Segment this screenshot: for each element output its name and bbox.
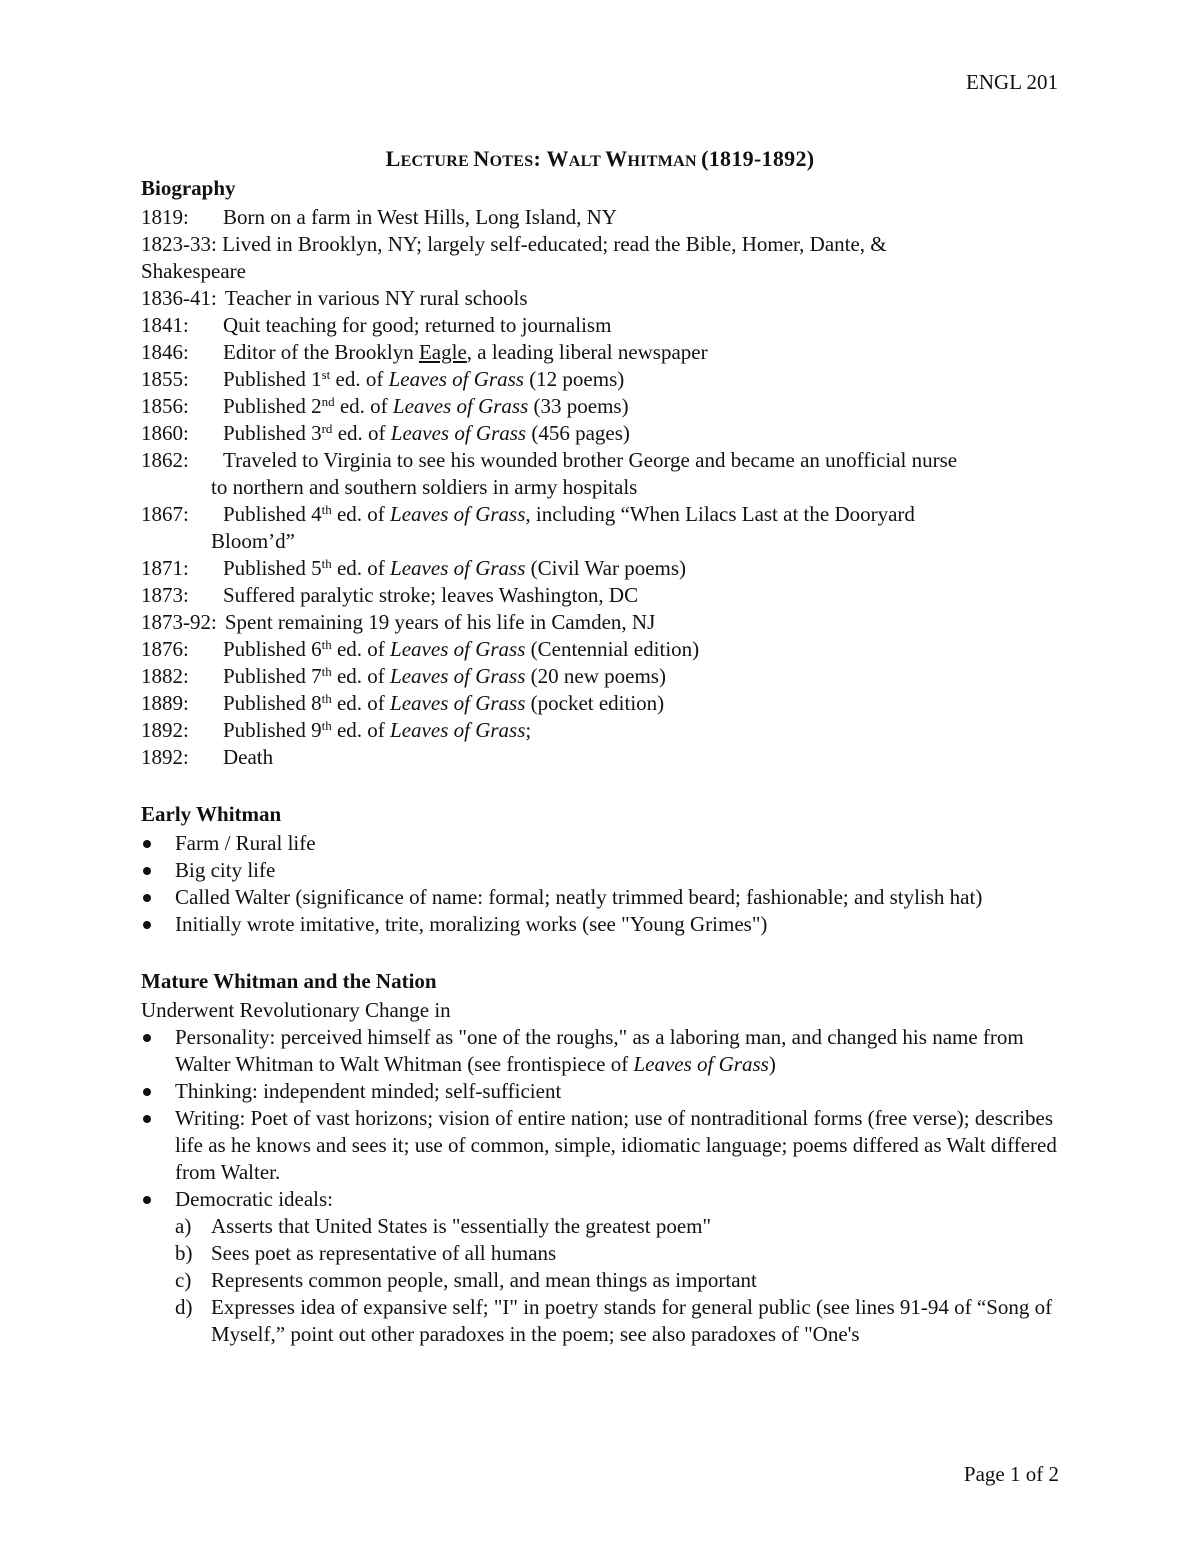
timeline-entry (141, 663, 1071, 690)
title-smallcaps: OTES (489, 153, 534, 170)
ordinal-suffix: th (321, 691, 332, 706)
timeline-text: Suffered paralytic stroke; leaves Washington, DC (223, 583, 639, 607)
sub-item-marker: d) (175, 1295, 193, 1319)
timeline-text (223, 366, 1071, 393)
timeline-year: 1882: (141, 664, 189, 688)
sub-item-marker: c) (175, 1268, 192, 1292)
timeline-entry (141, 366, 1071, 393)
timeline-entry (141, 636, 1071, 663)
timeline-entry (141, 744, 1071, 771)
text-run: Published 3 (223, 421, 322, 445)
timeline-entry (141, 717, 1071, 744)
text-run: (33 poems) (528, 394, 629, 418)
book-title: Leaves of Grass (388, 367, 524, 391)
timeline-entry (141, 609, 1071, 636)
timeline-year: 1889: (141, 691, 189, 715)
text-run: ed. of (331, 502, 391, 526)
text-run: ed. of (331, 637, 391, 661)
bullet-item: Democratic ideals: (141, 1186, 1071, 1213)
text-run: ed. of (331, 556, 391, 580)
text-run: ed. of (331, 718, 391, 742)
text-run: Editor of the Brooklyn (223, 340, 419, 364)
sub-item (175, 1213, 1071, 1240)
book-title: Leaves of Grass (390, 691, 526, 715)
text-run: Published 4 (223, 502, 322, 526)
title-initial: W (605, 146, 628, 171)
section-heading-biography: Biography (141, 176, 236, 200)
timeline-entry (141, 555, 1071, 582)
timeline-text: Spent remaining 19 years of his life in Camden, NJ (224, 610, 656, 634)
timeline-entry (141, 501, 1071, 555)
timeline-year: 1873: (141, 583, 189, 607)
ordinal-suffix: th (321, 718, 332, 733)
text-run: (12 poems) (523, 367, 625, 391)
text-run: (Civil War poems) (525, 556, 687, 580)
bullet-item: Thinking: independent minded; self-sufficient (141, 1078, 1071, 1105)
text-run: Published 8 (223, 691, 322, 715)
text-run: ed. of (331, 691, 391, 715)
ordinal-suffix: st (321, 367, 331, 382)
section-heading-mature-whitman: Mature Whitman and the Nation (141, 969, 437, 993)
timeline-text-cont: to northern and southern soldiers in army hospitals (211, 475, 638, 499)
bullet-item: Farm / Rural life (141, 830, 1071, 857)
mature-whitman-list (141, 1024, 1071, 1213)
timeline-entry (141, 420, 1071, 447)
text-run: ; (525, 718, 532, 742)
book-title: Leaves of Grass (390, 718, 526, 742)
ordinal-suffix: th (321, 556, 332, 571)
timeline-text: Death (223, 745, 274, 769)
text-run: Published 9 (223, 718, 322, 742)
book-title: Leaves of Grass (390, 502, 526, 526)
text-run: (pocket edition) (525, 691, 665, 715)
text-run: Published 7 (223, 664, 322, 688)
title-smallcaps: HITMAN (627, 153, 702, 170)
text-run: ed. of (334, 394, 393, 418)
timeline-entry (141, 582, 1071, 609)
timeline-text (223, 420, 1071, 447)
timeline-year: 1823-33: (141, 232, 217, 256)
sub-item (175, 1294, 1071, 1348)
book-title: Leaves of Grass (390, 637, 526, 661)
timeline-entry (141, 231, 1071, 285)
book-title: Leaves of Grass (392, 394, 529, 418)
timeline-year: 1860: (141, 421, 189, 445)
sub-item-text: Sees poet as representative of all humans (211, 1241, 557, 1265)
text-run: ed. of (330, 367, 389, 391)
bullet-item (141, 1024, 1071, 1078)
section-heading-early-whitman: Early Whitman (141, 802, 282, 826)
timeline-entry (141, 447, 1071, 501)
timeline-text (223, 690, 1071, 717)
ordinal-suffix: rd (321, 421, 333, 436)
text-run: , including “When Lilacs Last at the Dooryard (525, 502, 915, 526)
timeline-year: 1846: (141, 340, 189, 364)
mature-intro: Underwent Revolutionary Change in (141, 998, 451, 1022)
title-initial: L (385, 146, 401, 171)
timeline-year: 1892: (141, 745, 189, 769)
timeline-text (223, 502, 915, 526)
text-run: Published 2 (223, 394, 322, 418)
text-run: ed. of (332, 421, 391, 445)
text-run: Personality: perceived himself as "one of the roughs," as a laboring man, and changed his name from Walter Whitman to Walt Whitman (see frontispiece of (175, 1025, 1024, 1076)
ordinal-suffix: th (321, 502, 332, 517)
sub-item-text: Expresses idea of expansive self; "I" in poetry stands for general public (see lines 91-94 of “Song of Myself,” point out other paradoxes in the poem; see also paradoxes of "One's (211, 1295, 1053, 1346)
text-run: Published 5 (223, 556, 322, 580)
title-colon: : (533, 146, 547, 171)
bullet-item: Called Walter (significance of name: formal; neatly trimmed beard; fashionable; and stylish hat) (141, 884, 1071, 911)
text-run: ed. of (331, 664, 391, 688)
timeline-text (223, 636, 1071, 663)
title-initial: W (546, 146, 569, 171)
timeline-text: Teacher in various NY rural schools (224, 286, 528, 310)
timeline-year: 1892: (141, 718, 189, 742)
timeline-year: 1873-92: (141, 610, 217, 634)
book-title: Leaves of Grass (390, 664, 526, 688)
title-smallcaps: ALT (568, 153, 606, 170)
timeline-text: Lived in Brooklyn, NY; largely self-educated; read the Bible, Homer, Dante, & (222, 232, 887, 256)
timeline-year: 1871: (141, 556, 189, 580)
timeline-text (223, 717, 1071, 744)
timeline-text (223, 663, 1071, 690)
biography-timeline (141, 204, 1071, 771)
ordinal-suffix: th (321, 664, 332, 679)
timeline-text (223, 393, 1071, 420)
sub-item-text: Represents common people, small, and mean things as important (211, 1268, 757, 1292)
timeline-text-cont: Shakespeare (141, 259, 246, 283)
bullet-item: Writing: Poet of vast horizons; vision of entire nation; use of nontraditional forms (free verse); describes life as he knows and sees it; use of common, simple, idiomatic language; poems differed as Walt differed from Walter. (141, 1105, 1071, 1186)
timeline-year: 1855: (141, 367, 189, 391)
early-whitman-list (141, 830, 1071, 938)
title-dates: (1819-1892) (701, 146, 815, 171)
timeline-entry (141, 690, 1071, 717)
timeline-text (223, 339, 1071, 366)
text-run: ) (768, 1052, 776, 1076)
timeline-year: 1867: (141, 502, 189, 526)
book-title: Leaves of Grass (390, 556, 526, 580)
timeline-year: 1836-41: (141, 286, 217, 310)
bullet-item: Big city life (141, 857, 1071, 884)
timeline-entry (141, 339, 1071, 366)
timeline-text-cont: Bloom’d” (211, 529, 295, 553)
book-title: Leaves of Grass (390, 421, 527, 445)
text-run: (Centennial edition) (525, 637, 700, 661)
text-run: Published 1 (223, 367, 322, 391)
text-run: (20 new poems) (525, 664, 666, 688)
sub-item (175, 1267, 1071, 1294)
timeline-entry (141, 204, 1071, 231)
text-run: , a leading liberal newspaper (466, 340, 708, 364)
bullet-item: Initially wrote imitative, trite, moralizing works (see "Young Grimes") (141, 911, 1071, 938)
timeline-text: Traveled to Virginia to see his wounded brother George and became an unofficial nurse (223, 448, 958, 472)
timeline-year: 1876: (141, 637, 189, 661)
document-body (141, 172, 1071, 1348)
timeline-text: Born on a farm in West Hills, Long Island, NY (223, 205, 617, 229)
timeline-text (223, 555, 1071, 582)
timeline-entry (141, 312, 1071, 339)
sub-item-marker: a) (175, 1214, 192, 1238)
course-code: ENGL 201 (966, 70, 1058, 94)
timeline-year: 1862: (141, 448, 189, 472)
text-run: Published 6 (223, 637, 322, 661)
page-number: Page 1 of 2 (963, 1462, 1059, 1486)
timeline-year: 1841: (141, 313, 189, 337)
democratic-ideals-list (141, 1213, 1071, 1348)
sub-item-marker: b) (175, 1241, 193, 1265)
sub-item (175, 1240, 1071, 1267)
sub-item-text: Asserts that United States is "essentially the greatest poem" (211, 1214, 712, 1238)
page-title (0, 146, 1200, 172)
newspaper-name: Eagle (418, 340, 467, 364)
ordinal-suffix: th (321, 637, 332, 652)
timeline-entry (141, 285, 1071, 312)
ordinal-suffix: nd (321, 394, 335, 409)
title-initial: N (473, 146, 490, 171)
timeline-year: 1856: (141, 394, 189, 418)
title-smallcaps: ECTURE (400, 153, 474, 170)
timeline-text: Quit teaching for good; returned to journalism (223, 313, 612, 337)
book-title: Leaves of Grass (633, 1052, 769, 1076)
timeline-entry (141, 393, 1071, 420)
timeline-year: 1819: (141, 205, 189, 229)
text-run: (456 pages) (526, 421, 630, 445)
